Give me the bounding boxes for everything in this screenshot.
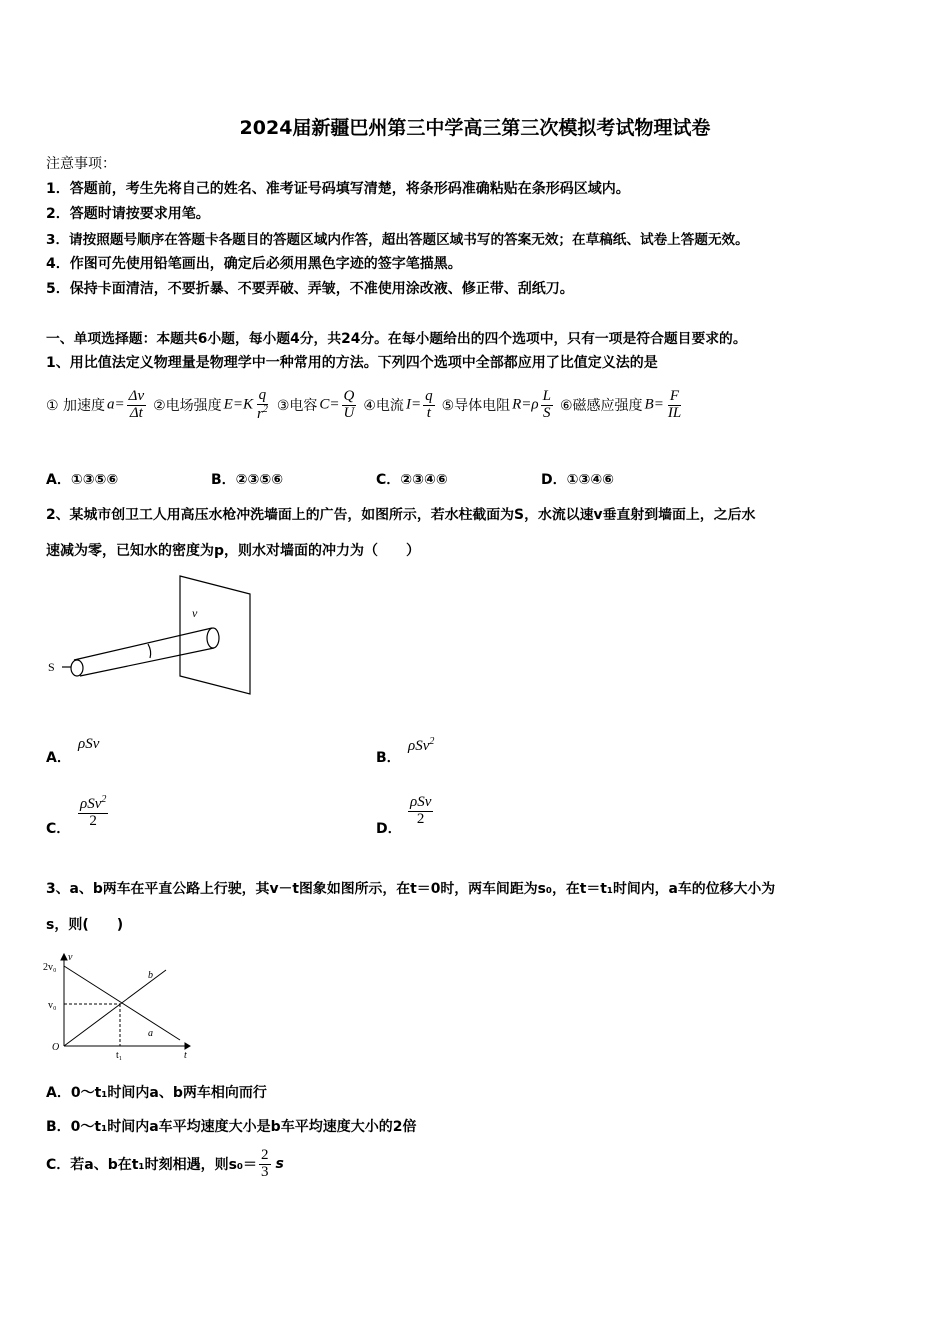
- x-axis-arrow: [185, 1043, 190, 1049]
- jet-section-mark: [148, 644, 151, 658]
- q1-item-label: ① 加速度: [46, 398, 106, 415]
- page-title: 2024届新疆巴州第三中学高三第三次模拟考试物理试卷: [239, 117, 711, 139]
- q1-item-label: ③电容: [276, 398, 318, 415]
- q2-option-c-label[interactable]: C．: [46, 821, 71, 837]
- notice-heading: 注意事项：: [46, 156, 116, 172]
- y-axis-arrow: [61, 954, 67, 960]
- figure-label-s: S: [48, 660, 55, 674]
- jet-end: [71, 660, 83, 676]
- q2-option-d-label[interactable]: D．: [376, 821, 402, 837]
- q1-formula-1: a= $\frac{\Delta v}{\Delta t}$: [107, 388, 145, 421]
- q1-option-b[interactable]: B．②③⑤⑥: [211, 472, 284, 488]
- notice-item: 1．答题前，考生先将自己的姓名、准考证号码填写清楚，将条形码准确粘贴在条形码区域内。: [46, 181, 630, 197]
- q1-formula-4: I= $\frac{q}{t}$: [405, 388, 433, 421]
- water-jet-figure: [44, 570, 264, 700]
- jet-bottom-edge: [80, 648, 214, 676]
- q1-formula-3: C= $\frac{Q}{U}$: [319, 388, 355, 421]
- q1-option-d[interactable]: D．①③④⑥: [541, 472, 615, 488]
- q1-item-label: ②电场强度: [153, 398, 222, 415]
- q1-formula-2: E=K $\frac{q}{r^2}$: [223, 387, 268, 422]
- q1-formula-row: [46, 388, 685, 423]
- q1-stem: 1、用比值法定义物理量是物理学中一种常用的方法。下列四个选项中全部都应用了比值定义法的是: [46, 355, 658, 371]
- notice-item: 3．请按照题号顺序在答题卡各题目的答题区域内作答，超出答题区域书写的答案无效；在草稿纸、试卷上答题无效。: [46, 232, 749, 248]
- q1-item-label: ⑤导体电阻: [441, 398, 511, 415]
- notice-item: 5．保持卡面清洁，不要折暴、不要弄破、弄皱，不准使用涂改液、修正带、刮纸刀。: [46, 281, 574, 297]
- q3-stem-line1: 3、a、b两车在平直公路上行驶，其v－t图象如图所示，在t＝0时，两车间距为s₀，在t＝t₁时间内，a车的位移大小为: [46, 881, 776, 897]
- q1-option-c[interactable]: C．②③④⑥: [376, 472, 448, 488]
- q2-option-b-label[interactable]: B．: [376, 750, 401, 766]
- q3-option-c[interactable]: C．若a、b在t₁时刻相遇，则s₀＝ $\frac{2}{3}$ s: [46, 1147, 284, 1180]
- wall-panel: [180, 576, 250, 694]
- q3-option-c-fraction: $\frac{2}{3}$: [261, 1147, 269, 1180]
- q3-option-a[interactable]: A．0～t₁时间内a、b两车相向而行: [46, 1085, 267, 1101]
- q3-stem-line2: s，则( ): [46, 917, 124, 933]
- q2-stem-line2: 速减为零，已知水的密度为p，则水对墙面的冲力为（ ）: [46, 543, 421, 559]
- x-tick-t1: t₁: [116, 1050, 123, 1061]
- q1-formula-5: R=ρ $\frac{L}{S}$: [512, 388, 551, 421]
- q1-item-label: ④电流: [363, 398, 404, 415]
- jet-top-edge: [74, 628, 212, 660]
- q1-formula-6: B= $\frac{F}{IL}$: [644, 388, 682, 421]
- q1-option-a[interactable]: A．①③⑤⑥: [46, 472, 119, 488]
- figure-label-v: v: [192, 606, 198, 620]
- vt-graph: [40, 948, 200, 1063]
- jet-head: [207, 628, 219, 648]
- q2-stem-line1: 2、某城市创卫工人用高压水枪冲洗墙面上的广告，如图所示，若水柱截面为S，水流以速v垂直射到墙面上，之后水: [46, 507, 756, 523]
- q3-option-b[interactable]: B．0～t₁时间内a车平均速度大小是b车平均速度大小的2倍: [46, 1119, 417, 1135]
- notice-item: 2．答题时请按要求用笔。: [46, 206, 210, 222]
- q2-option-b-formula[interactable]: ρSv$^2$: [408, 736, 435, 754]
- y-tick-2v0: 2v₀: [43, 962, 57, 973]
- q2-option-c-formula[interactable]: $\frac{\rho Sv^2}{2}$: [80, 794, 107, 829]
- q2-option-a-label[interactable]: A．: [46, 750, 71, 766]
- line-a-label: a: [148, 1028, 153, 1039]
- q1-item-label: ⑥磁感应强度: [559, 398, 643, 415]
- q2-option-a-formula[interactable]: ρSv: [78, 736, 100, 752]
- section-heading: 一、单项选择题：本题共6小题，每小题4分，共24分。在每小题给出的四个选项中，只有一项是符合题目要求的。: [46, 331, 747, 347]
- origin-label: O: [52, 1042, 60, 1053]
- notice-item: 4．作图可先使用铅笔画出，确定后必须用黑色字迹的签字笔描黑。: [46, 256, 462, 272]
- line-b-label: b: [148, 970, 153, 981]
- x-axis-label: t: [184, 1050, 187, 1061]
- q2-option-d-formula[interactable]: $\frac{\text{ρSv}}{2}$: [410, 794, 432, 827]
- y-axis-label: v: [68, 952, 73, 963]
- y-tick-v0: v₀: [48, 1000, 57, 1011]
